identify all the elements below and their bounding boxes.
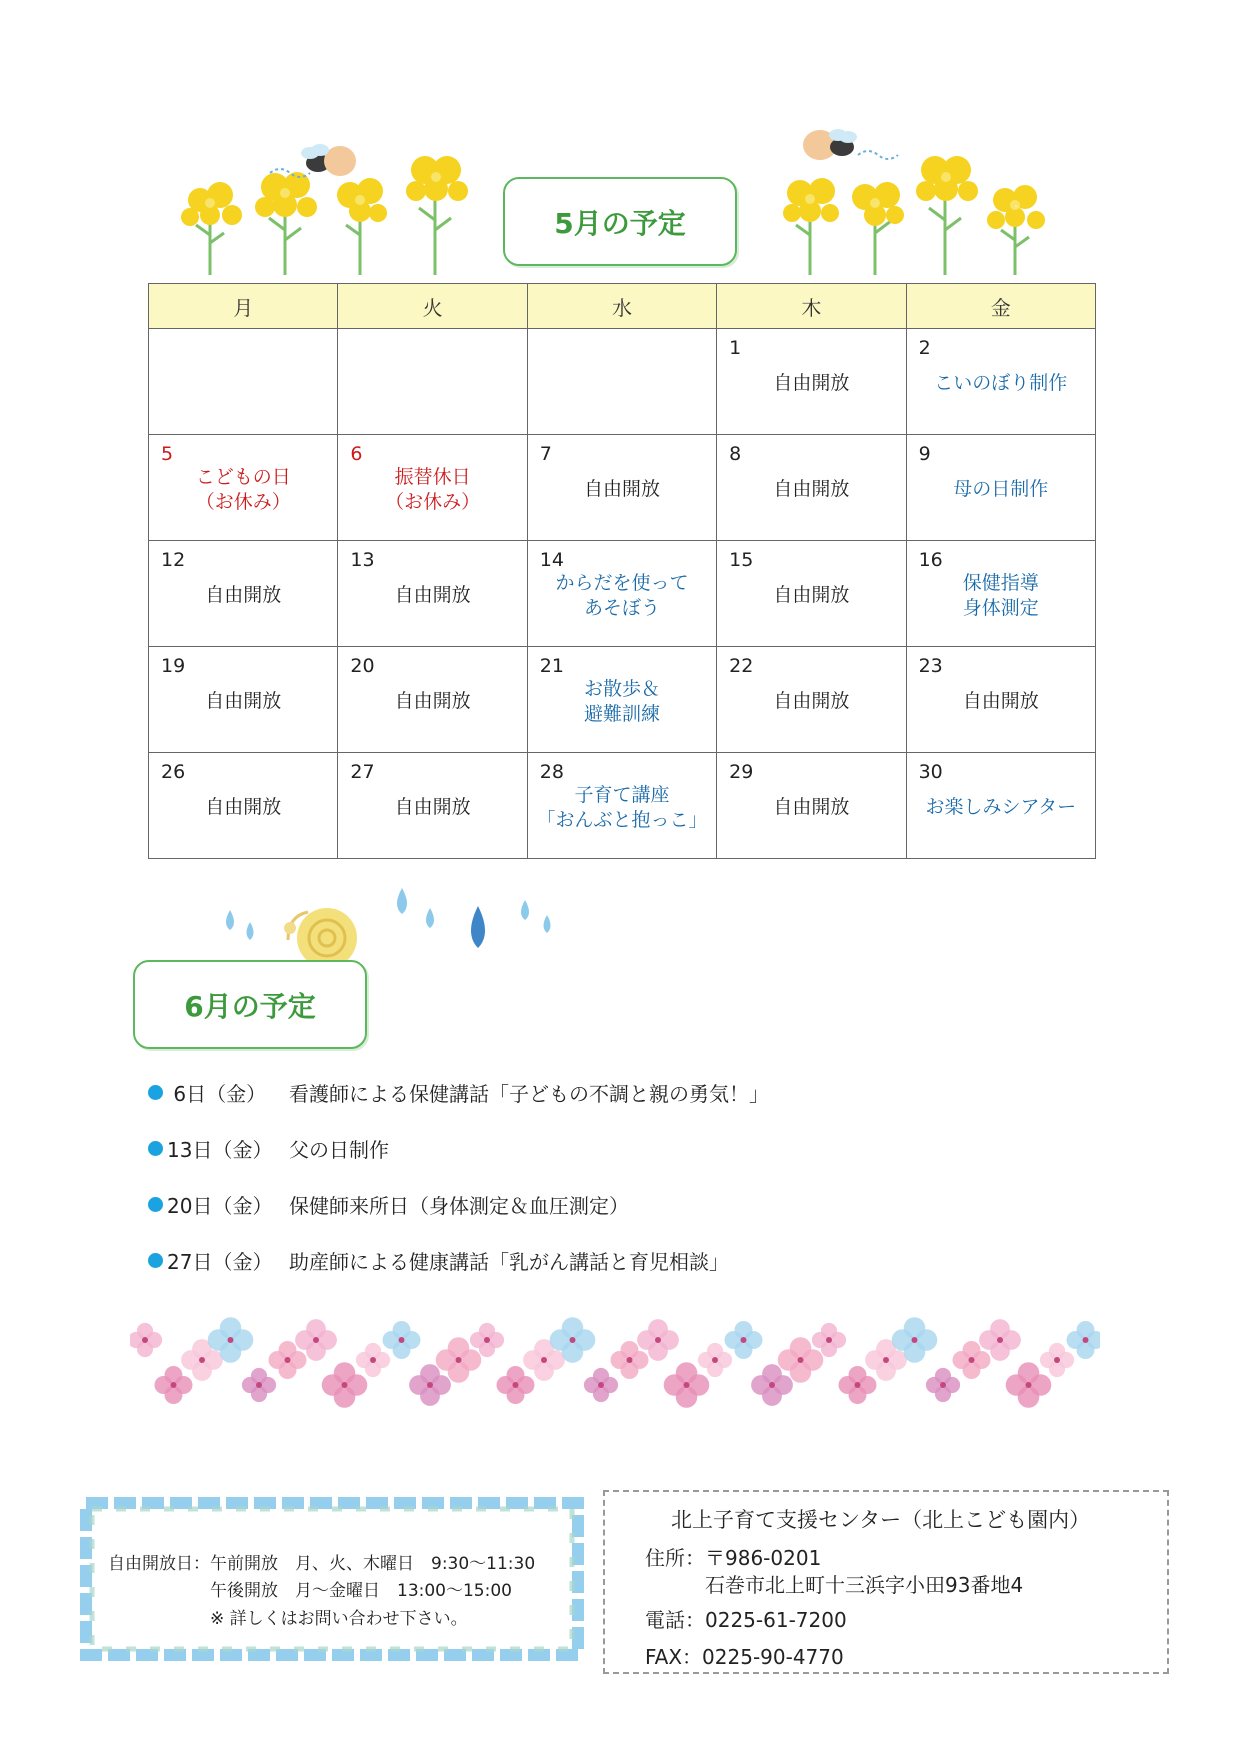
june-list-item bbox=[148, 1078, 769, 1107]
june-item-date: 27日（金） bbox=[167, 1250, 273, 1274]
rapeseed-flowers-left-icon bbox=[170, 125, 490, 285]
open-hours-box bbox=[78, 1495, 586, 1663]
event-line: 母の日制作 bbox=[953, 478, 1049, 500]
calendar-day-cell bbox=[338, 753, 527, 859]
june-item-text: 助産師による健康講話「乳がん講話と育児相談」 bbox=[289, 1250, 729, 1274]
day-number: 19 bbox=[161, 655, 186, 677]
calendar-day-cell bbox=[717, 647, 906, 753]
calendar-week-row bbox=[149, 435, 1096, 541]
day-number: 21 bbox=[539, 655, 564, 677]
calendar-day-cell bbox=[717, 435, 906, 541]
event-line: こいのぼり制作 bbox=[934, 372, 1068, 394]
day-number: 5 bbox=[161, 443, 174, 465]
calendar-day-cell bbox=[527, 647, 716, 753]
day-event bbox=[907, 689, 1095, 714]
day-number: 2 bbox=[918, 337, 931, 359]
day-number: 9 bbox=[918, 443, 931, 465]
event-line: からだを使って bbox=[555, 572, 689, 594]
event-line: 自由開放 bbox=[205, 584, 282, 606]
event-line: 自由開放 bbox=[583, 478, 660, 500]
event-line: （お休み） bbox=[195, 491, 291, 513]
day-event bbox=[907, 795, 1095, 820]
calendar-day-cell bbox=[149, 647, 338, 753]
event-line: 避難訓練 bbox=[583, 703, 660, 725]
bullet-icon bbox=[148, 1197, 163, 1212]
june-item-text: 保健師来所日（身体測定＆血圧測定） bbox=[289, 1194, 629, 1218]
day-number: 14 bbox=[539, 549, 564, 571]
calendar-day-cell bbox=[717, 753, 906, 859]
calendar-day-cell bbox=[906, 647, 1095, 753]
may-title: 5月の予定 bbox=[503, 177, 737, 266]
hours-line2: 午後開放 月～金曜日 13:00～15:00 bbox=[210, 1581, 512, 1601]
day-number: 6 bbox=[350, 443, 363, 465]
calendar-day-cell bbox=[149, 753, 338, 859]
calendar-day-cell bbox=[906, 753, 1095, 859]
fax-number: FAX：0225-90-4770 bbox=[645, 1645, 844, 1669]
day-number: 26 bbox=[161, 761, 186, 783]
street-address: 石巻市北上町十三浜字小田93番地4 bbox=[705, 1573, 1024, 1597]
event-line: お楽しみシアター bbox=[925, 796, 1077, 818]
calendar-day-cell bbox=[149, 329, 338, 435]
calendar-day-cell bbox=[527, 541, 716, 647]
calendar-week-row bbox=[149, 753, 1096, 859]
center-name: 北上子育て支援センター（北上こども園内） bbox=[671, 1508, 1091, 1532]
day-number: 20 bbox=[350, 655, 375, 677]
event-line: 振替休日 bbox=[394, 466, 471, 488]
day-event bbox=[149, 465, 337, 515]
weekday-header: 水 bbox=[527, 284, 716, 329]
event-line: 自由開放 bbox=[773, 690, 850, 712]
event-line: 自由開放 bbox=[394, 796, 471, 818]
event-line: 保健指導 bbox=[962, 572, 1039, 594]
day-number: 1 bbox=[729, 337, 742, 359]
calendar-week-row bbox=[149, 329, 1096, 435]
day-event bbox=[907, 477, 1095, 502]
calendar-day-cell bbox=[906, 435, 1095, 541]
day-number: 7 bbox=[539, 443, 552, 465]
day-event bbox=[338, 689, 526, 714]
day-number: 12 bbox=[161, 549, 186, 571]
calendar-day-cell bbox=[717, 541, 906, 647]
day-event bbox=[149, 795, 337, 820]
day-number: 28 bbox=[539, 761, 564, 783]
event-line: 自由開放 bbox=[394, 690, 471, 712]
day-number: 30 bbox=[918, 761, 943, 783]
day-event bbox=[338, 465, 526, 515]
postal-label: 住所： bbox=[645, 1546, 705, 1570]
day-event bbox=[528, 783, 716, 833]
june-list-item bbox=[148, 1246, 729, 1275]
day-number: 13 bbox=[350, 549, 375, 571]
event-line: あそぼう bbox=[583, 597, 660, 619]
calendar-day-cell bbox=[906, 329, 1095, 435]
bullet-icon bbox=[148, 1253, 163, 1268]
calendar-day-cell bbox=[338, 647, 527, 753]
event-line: （お休み） bbox=[385, 491, 481, 513]
event-line: こどもの日 bbox=[195, 466, 291, 488]
phone-number: 電話：0225-61-7200 bbox=[645, 1608, 847, 1632]
weekday-header: 金 bbox=[906, 284, 1095, 329]
day-event bbox=[717, 689, 905, 714]
rapeseed-flowers-right-icon bbox=[770, 125, 1070, 285]
event-line: 自由開放 bbox=[773, 372, 850, 394]
day-event bbox=[528, 477, 716, 502]
calendar-day-cell bbox=[906, 541, 1095, 647]
calendar-day-cell bbox=[527, 753, 716, 859]
day-event bbox=[149, 689, 337, 714]
day-number: 22 bbox=[729, 655, 754, 677]
event-line: 自由開放 bbox=[773, 478, 850, 500]
event-line: お散歩＆ bbox=[583, 678, 660, 700]
day-event bbox=[717, 477, 905, 502]
day-event bbox=[717, 371, 905, 396]
center-address-box bbox=[603, 1490, 1169, 1674]
event-line: 自由開放 bbox=[205, 690, 282, 712]
day-number: 23 bbox=[918, 655, 943, 677]
hours-note: ※ 詳しくはお問い合わせ下さい。 bbox=[210, 1609, 468, 1629]
day-event bbox=[907, 371, 1095, 396]
day-number: 27 bbox=[350, 761, 375, 783]
hours-line1: 午前開放 月、火、木曜日 9:30～11:30 bbox=[210, 1554, 536, 1574]
calendar-day-cell bbox=[338, 329, 527, 435]
june-item-date: 6日（金） bbox=[167, 1082, 267, 1106]
bullet-icon bbox=[148, 1141, 163, 1156]
day-event bbox=[528, 571, 716, 621]
day-number: 15 bbox=[729, 549, 754, 571]
calendar-day-cell bbox=[338, 435, 527, 541]
calendar-header-row bbox=[149, 284, 1096, 329]
bullet-icon bbox=[148, 1085, 163, 1100]
hours-line1-label: 自由開放日： bbox=[108, 1554, 210, 1574]
weekday-header: 月 bbox=[149, 284, 338, 329]
event-line: 「おんぶと抱っこ」 bbox=[536, 809, 708, 831]
event-line: 子育て講座 bbox=[574, 784, 670, 806]
calendar-day-cell bbox=[149, 541, 338, 647]
event-line: 自由開放 bbox=[962, 690, 1039, 712]
day-number: 16 bbox=[918, 549, 943, 571]
june-list-item bbox=[148, 1190, 629, 1219]
event-line: 身体測定 bbox=[962, 597, 1039, 619]
day-event bbox=[149, 583, 337, 608]
event-line: 自由開放 bbox=[773, 584, 850, 606]
calendar-day-cell bbox=[338, 541, 527, 647]
event-line: 自由開放 bbox=[394, 584, 471, 606]
day-event bbox=[717, 583, 905, 608]
day-number: 29 bbox=[729, 761, 754, 783]
hydrangea-border-icon bbox=[130, 1300, 1100, 1430]
june-item-text: 看護師による保健講話「子どもの不調と親の勇気！」 bbox=[289, 1082, 769, 1106]
day-event bbox=[338, 795, 526, 820]
calendar-day-cell bbox=[149, 435, 338, 541]
event-line: 自由開放 bbox=[205, 796, 282, 818]
june-item-text: 父の日制作 bbox=[289, 1138, 389, 1162]
calendar-day-cell bbox=[527, 329, 716, 435]
day-event bbox=[717, 795, 905, 820]
day-event bbox=[528, 677, 716, 727]
calendar-day-cell bbox=[527, 435, 716, 541]
calendar-week-row bbox=[149, 647, 1096, 753]
june-list-item bbox=[148, 1134, 389, 1163]
day-number: 8 bbox=[729, 443, 742, 465]
day-event bbox=[338, 583, 526, 608]
calendar-week-row bbox=[149, 541, 1096, 647]
june-title: 6月の予定 bbox=[133, 960, 367, 1049]
may-calendar bbox=[148, 283, 1096, 859]
weekday-header: 火 bbox=[338, 284, 527, 329]
day-event bbox=[907, 571, 1095, 621]
calendar-day-cell bbox=[717, 329, 906, 435]
postal-code: 〒986-0201 bbox=[705, 1546, 822, 1570]
weekday-header: 木 bbox=[717, 284, 906, 329]
june-item-date: 20日（金） bbox=[167, 1194, 273, 1218]
june-item-date: 13日（金） bbox=[167, 1138, 273, 1162]
event-line: 自由開放 bbox=[773, 796, 850, 818]
